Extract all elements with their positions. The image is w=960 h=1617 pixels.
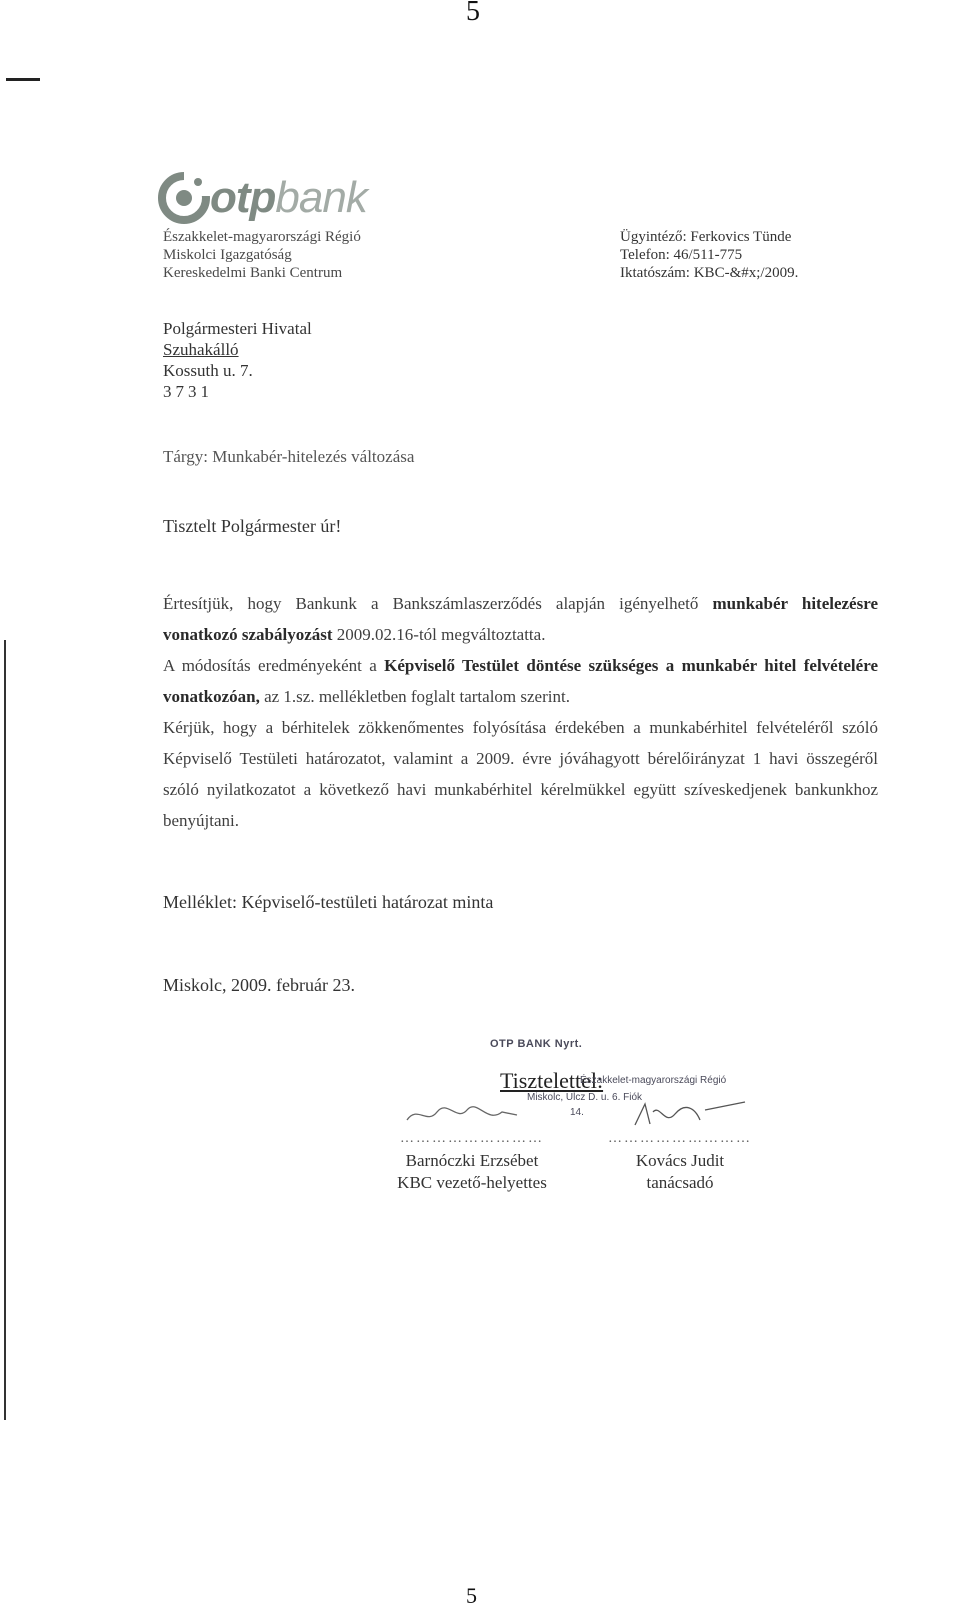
- stamp-text: 14.: [570, 1107, 584, 1118]
- signature-1: [397, 1100, 547, 1128]
- sender-line: Miskolci Igazgatóság: [163, 247, 292, 263]
- recipient-street: Kossuth u. 7.: [163, 361, 253, 380]
- body-text: 2009.02.16-tól megváltoztatta.: [332, 625, 546, 644]
- signatory-name: Kovács Judit: [635, 1151, 725, 1170]
- body-text: A módosítás eredményeként a: [163, 656, 385, 675]
- sender-line: Északkelet-magyarországi Régió: [163, 229, 361, 245]
- letter-salutation: Tisztelt Polgármester úr!: [163, 516, 342, 536]
- logo-text-otp: otp: [210, 173, 276, 222]
- body-text: Értesítjük, hogy Bankunk a Bankszámlaszerződés alapján igényelhető: [163, 594, 713, 613]
- otp-logo: [158, 172, 367, 224]
- sender-address: [163, 228, 361, 282]
- stamp-text: Északkelet-magyarországi Régió: [580, 1075, 727, 1086]
- letter-body: [163, 588, 878, 836]
- signature-dots: ………………………: [400, 1131, 544, 1146]
- case-phone: Telefon: 46/511-775: [620, 247, 743, 263]
- scan-edge: [4, 640, 6, 1420]
- sender-line: Kereskedelmi Banki Centrum: [163, 265, 343, 281]
- stamp-text: Miskolc, Ulcz D. u. 6. Fiók: [527, 1092, 643, 1103]
- logo-text-bank: bank: [275, 173, 367, 222]
- body-text: az 1.sz. mellékletben foglalt tartalom szerint.: [259, 687, 570, 706]
- signatory-role: tanácsadó: [646, 1173, 714, 1192]
- case-reference: Iktatószám: KBC-&#x;/2009.: [620, 265, 799, 281]
- otp-logo-icon: [158, 172, 210, 224]
- case-handler: Ügyintéző: Ferkovics Tünde: [620, 229, 792, 245]
- case-info: [620, 228, 798, 282]
- letter-subject: Tárgy: Munkabér-hitelezés változása: [163, 447, 415, 466]
- body-paragraph: [163, 650, 878, 712]
- signature-block: [382, 1100, 562, 1194]
- signatory-name: Barnóczki Erzsébet: [405, 1151, 539, 1170]
- bank-stamp: [490, 1038, 582, 1050]
- recipient-office: Polgármesteri Hivatal: [163, 319, 312, 338]
- signature-dots: ………………………: [608, 1131, 752, 1146]
- body-paragraph: [163, 588, 878, 650]
- signature-block: [595, 1100, 765, 1194]
- signatory-role: KBC vezető-helyettes: [397, 1173, 547, 1192]
- attachment-note: Melléklet: Képviselő-testületi határozat minta: [163, 892, 494, 912]
- scan-mark: [6, 78, 40, 81]
- closing-regards: Tisztelettel:: [500, 1068, 604, 1093]
- body-emphasis: munkabér hitelezésre vonatkozó szabályozást: [163, 594, 879, 644]
- page-number-bottom: 5: [466, 1583, 477, 1608]
- recipient-town: Szuhakálló: [163, 340, 239, 359]
- page-number-top: 5: [466, 0, 480, 27]
- body-paragraph: Kérjük, hogy a bérhitelek zökkenőmentes folyósítása érdekében a munkabérhitel felvételéről szóló Képviselő Testületi határozatot, valamint a 2009. évre jóváhagyott bérelőirányzat 1 havi összegéről szóló nyilatkozatot a következő havi munkabérhitel kérelmükkel együtt szíveskedjenek bankunkhoz benyújtani.: [163, 718, 878, 830]
- stamp-text: OTP BANK Nyrt.: [490, 1038, 583, 1050]
- recipient-address: [163, 318, 312, 402]
- dateline: Miskolc, 2009. február 23.: [163, 975, 355, 995]
- body-emphasis: Képviselő Testület döntése szükséges a munkabér hitel felvételére vonatkozóan,: [163, 656, 878, 706]
- signature-2: [605, 1100, 755, 1128]
- recipient-postcode: 3731: [163, 382, 213, 401]
